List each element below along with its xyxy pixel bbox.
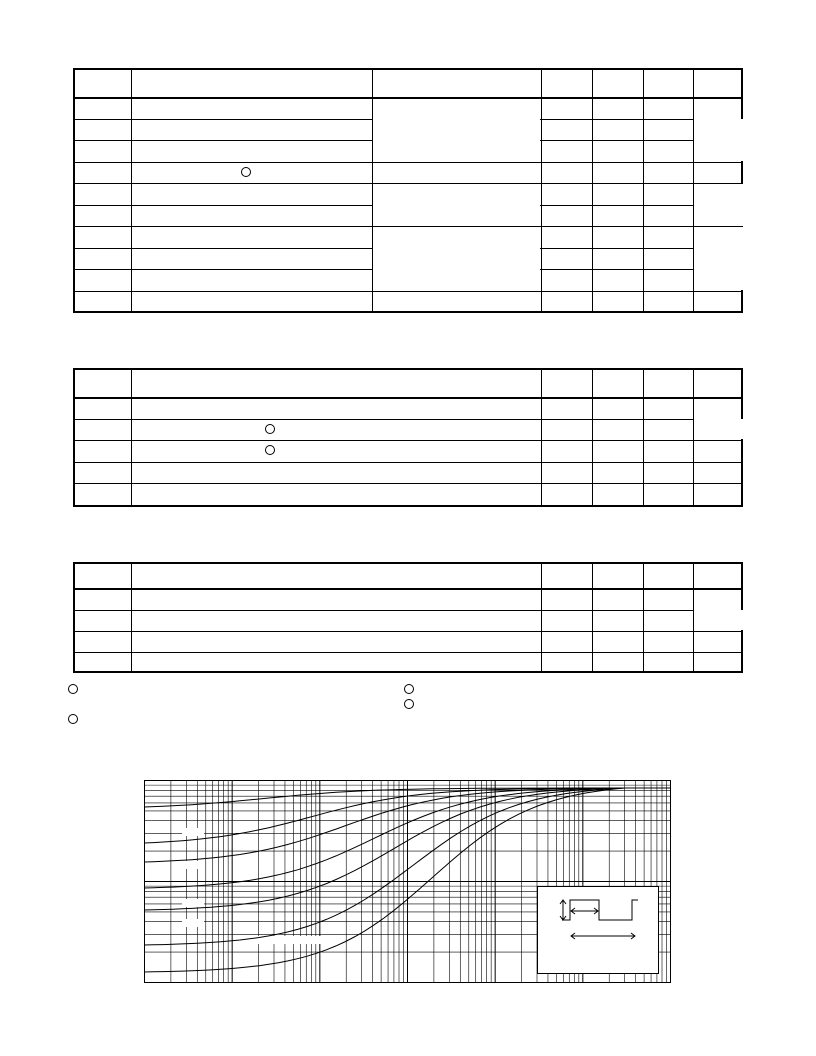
note-marker-2 bbox=[68, 714, 78, 724]
table-3 bbox=[73, 562, 743, 673]
curve-label-area bbox=[182, 919, 204, 927]
curve-label-area bbox=[182, 828, 204, 836]
note-marker-1 bbox=[68, 684, 78, 694]
note-marker-circle bbox=[265, 424, 275, 434]
note-marker-circle bbox=[241, 167, 251, 177]
table-2 bbox=[73, 368, 743, 507]
note-marker-4 bbox=[404, 699, 414, 709]
curve-label-area bbox=[182, 899, 204, 907]
annotation-area bbox=[244, 936, 322, 944]
chart-plot bbox=[144, 780, 671, 983]
note-marker-3 bbox=[404, 684, 414, 694]
table-1 bbox=[73, 68, 743, 313]
curve-label-area bbox=[182, 861, 204, 869]
note-marker-circle bbox=[265, 445, 275, 455]
